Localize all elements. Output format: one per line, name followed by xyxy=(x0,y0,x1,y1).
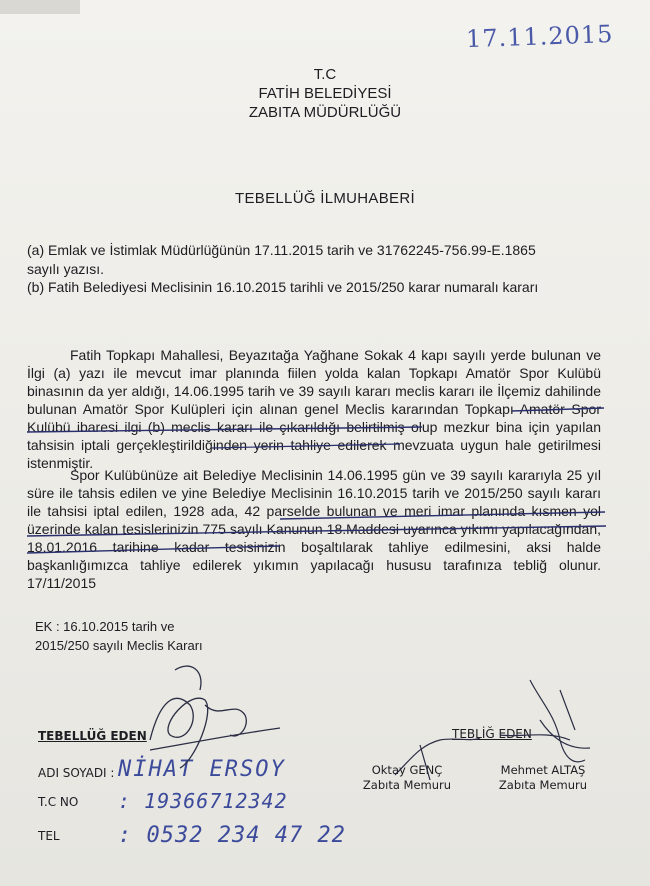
attachment-line1: EK : 16.10.2015 tarih ve xyxy=(35,619,175,634)
officer-1-title: Zabıta Memuru xyxy=(362,778,452,792)
notifier-heading: TEBLİĞ EDEN xyxy=(452,727,532,741)
receiver-tc-label: T.C NO xyxy=(38,795,79,809)
underline-p1-line2 xyxy=(27,427,422,432)
receiver-signature xyxy=(150,666,280,768)
reference-b: (b) Fatih Belediyesi Meclisinin 16.10.2015 tarihli ve 2015/250 karar numaralı kararı xyxy=(27,279,539,295)
receiver-tc-handwritten: : 19366712342 xyxy=(118,789,288,813)
header-tc: T.C xyxy=(313,66,337,83)
underline-p1-line3 xyxy=(212,444,400,448)
reference-a-line2: sayılı yazısı. xyxy=(27,261,105,277)
attachment-line2: 2015/250 sayılı Meclis Kararı xyxy=(35,638,203,653)
handwritten-date: 17.11.2015 xyxy=(465,20,614,54)
underline-p2-line1 xyxy=(280,512,605,519)
underline-p2-line2 xyxy=(27,526,606,536)
document-title: TEBELLÜĞ İLMUHABERİ xyxy=(235,190,415,207)
officer-2-signature xyxy=(500,680,590,762)
underline-p1-line1 xyxy=(512,408,604,411)
officer-2-title: Zabıta Memuru xyxy=(498,778,588,792)
officer-1-signature xyxy=(395,738,480,780)
underline-p2-line3 xyxy=(27,546,280,553)
reference-a-line1: (a) Emlak ve İstimlak Müdürlüğünün 17.11.2015 tarih ve 31762245-756.99-E.1865 xyxy=(27,242,536,258)
receiver-tel-label: TEL xyxy=(38,829,60,843)
officer-2-name: Mehmet ALTAŞ xyxy=(500,763,586,777)
header-municipality: FATİH BELEDİYESİ xyxy=(258,85,392,102)
receiver-name-handwritten: NİHAT ERSOY xyxy=(118,757,286,782)
body-paragraph-1: Fatih Topkapı Mahallesi, Beyazıtağa Yağhane Sokak 4 kapı sayılı yerde bulunan ve İlgi (a) yazı ile mevcut imar planında fiilen yolda kalan Topkapı Amatör Spor Kulübü binasının da yer aldığı, 14.06.1995 tarih ve 39 sayılı kararı meclis kararı ile İlçemiz dahilinde bulunan Amatör Spor Kulüpleri için alınan genel Meclis kararından Topkapı Amatör Spor Kulübü ibaresi ilgi (b) meclis kararı ile çıkarıldığı belirtilmiş olup mezkur bina için yapılan tahsisin iptali gerçekleştirildiğinden yerin tahliye edilerek mevzuata uygun hale getirilmesi istenmiştir. xyxy=(27,347,601,471)
header-department: ZABITA MÜDÜRLÜĞÜ xyxy=(248,104,402,121)
receiver-tel-handwritten: : 0532 234 47 22 xyxy=(118,823,346,848)
officer-1-name: Oktay GENÇ xyxy=(371,763,443,777)
receiver-heading: TEBELLÜĞ EDEN xyxy=(38,729,147,743)
body-paragraph-2: Spor Kulübünüze ait Belediye Meclisinin 14.06.1995 gün ve 39 sayılı kararıyla 25 yıl süre ile tahsis edilen ve yine Belediye Meclisinin 16.10.2015 tarih ve 2015/250 sayılı kararı ile tahsisi iptal edilen, 1928 ada, 42 parselde bulunan ve meri imar planında kısmen yol üzerinde kalan tesislerinizin 775 sayılı Kanunun 18.Maddesi uyarınca yıkımı yapılacağından, 18.01.2016 tarihine kadar tesisinizin boşaltılarak tahliye edilmesini, aksi halde başkanlığımızca tahliye edilerek yıkımın yapılacağı hususu tarafınıza tebliğ olunur. 17/11/2015 xyxy=(27,467,601,591)
receiver-name-label: ADI SOYADI : xyxy=(38,766,115,780)
